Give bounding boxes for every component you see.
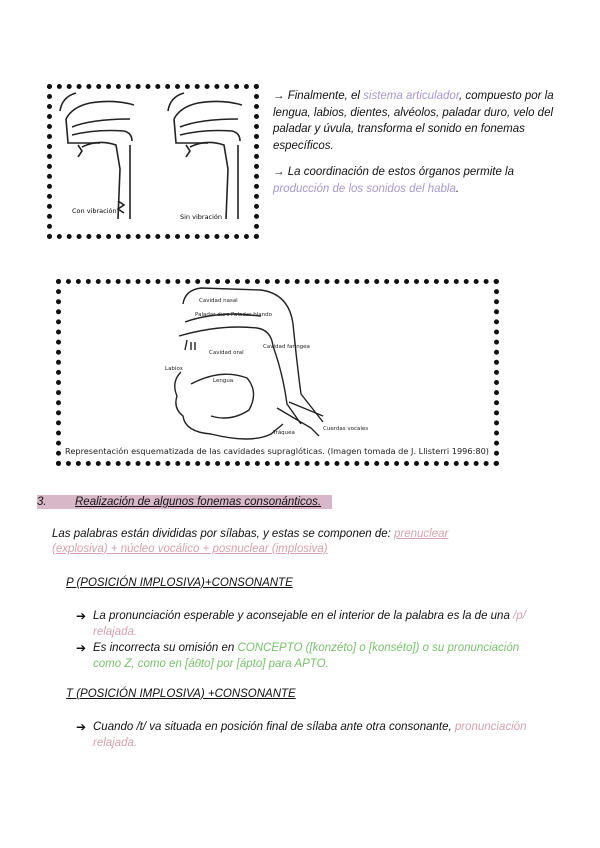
- side-paragraph-1: → Finalmente, el sistema articulador, compuesto por la lengua, labios, dientes, alvéolos, paladar duro, velo del paladar y úvula, transforma el sonido en fonemas específicos.: [273, 90, 554, 152]
- section-heading: [37, 495, 321, 509]
- subheading-p: P (POSICIÓN IMPLOSIVA)+CONSONANTE: [66, 577, 293, 589]
- bullet-p-1: ➔ La pronunciación esperable y aconsejable en el interior de la palabra es la de una /p/ relajada.: [76, 609, 526, 638]
- intro-paragraph: Las palabras están divididas por sílabas, y estas se componen de: prenuclear (explosiva) + núcleo vocálico + posnuclear (implosiva): [52, 528, 449, 555]
- arrow-icon: →: [273, 166, 285, 178]
- label-cavidad-nasal: Cavidad nasal: [199, 298, 238, 304]
- label-labios: Labios: [165, 366, 183, 372]
- bullet-arrow-icon: ➔: [76, 609, 87, 623]
- link-concepto: CONCEPTO ([konzéto] o [konséto]) o su pronunciación como Z, como en [áθto] por [ápto] para APTO.: [93, 642, 520, 670]
- arrow-icon: →: [273, 90, 285, 102]
- bullet-p-2: ➔ Es incorrecta su omisión en CONCEPTO ([konzéto] o [konséto]) o su pronunciación como Z, como en [áθto] por [ápto] para APTO.: [76, 641, 520, 670]
- label-cuerdas-vocales: Cuerdas vocales: [323, 426, 369, 432]
- link-p-relajada: /p/ relajada.: [93, 610, 526, 638]
- label-traquea: Tráquea: [273, 430, 295, 436]
- section-title: Realización de algunos fonemas consonánticos.: [75, 496, 322, 508]
- figure-caption: Representación esquematizada de las cavidades supraglóticas. (Imagen tomada de J. Llisterri 1996:80): [65, 447, 490, 456]
- subheading-t: T (POSICIÓN IMPLOSIVA) +CONSONANTE: [66, 688, 296, 700]
- bullet-t-1: ➔ Cuando /t/ va situada en posición final de sílaba ante otra consonante, pronunciación relajada.: [76, 720, 527, 749]
- vibration-diagram: [52, 89, 254, 234]
- link-produccion-sonidos: producción de los sonidos del habla: [273, 182, 456, 195]
- section-number: 3.: [37, 496, 47, 508]
- link-t-relajada: pronunciación relajada.: [93, 721, 527, 749]
- link-silaba-estructura: prenuclear (explosiva) + núcleo vocálico + posnuclear (implosiva): [52, 528, 449, 555]
- label-sin-vibracion: Sin vibración: [180, 213, 223, 221]
- label-paladar-duro: Paladar duro: [195, 312, 230, 318]
- label-cavidad-oral: Cavidad oral: [209, 350, 244, 356]
- bullet-arrow-icon: ➔: [76, 720, 87, 734]
- label-con-vibracion: Con vibración: [72, 207, 117, 215]
- label-cavidad-faringea: Cavidad faríngea: [263, 344, 310, 350]
- cavities-diagram: [61, 284, 494, 461]
- label-paladar-blando: Paladar blando: [231, 312, 272, 318]
- bullet-arrow-icon: ➔: [76, 641, 87, 655]
- link-sistema-articulador: sistema articulador: [363, 90, 460, 102]
- figure-vibration: [47, 84, 259, 239]
- side-text: [273, 88, 573, 207]
- label-lengua: Lengua: [213, 378, 234, 384]
- figure-cavities: [56, 279, 499, 466]
- side-paragraph-2: → La coordinación de estos órganos permite la producción de los sonidos del habla.: [273, 166, 515, 195]
